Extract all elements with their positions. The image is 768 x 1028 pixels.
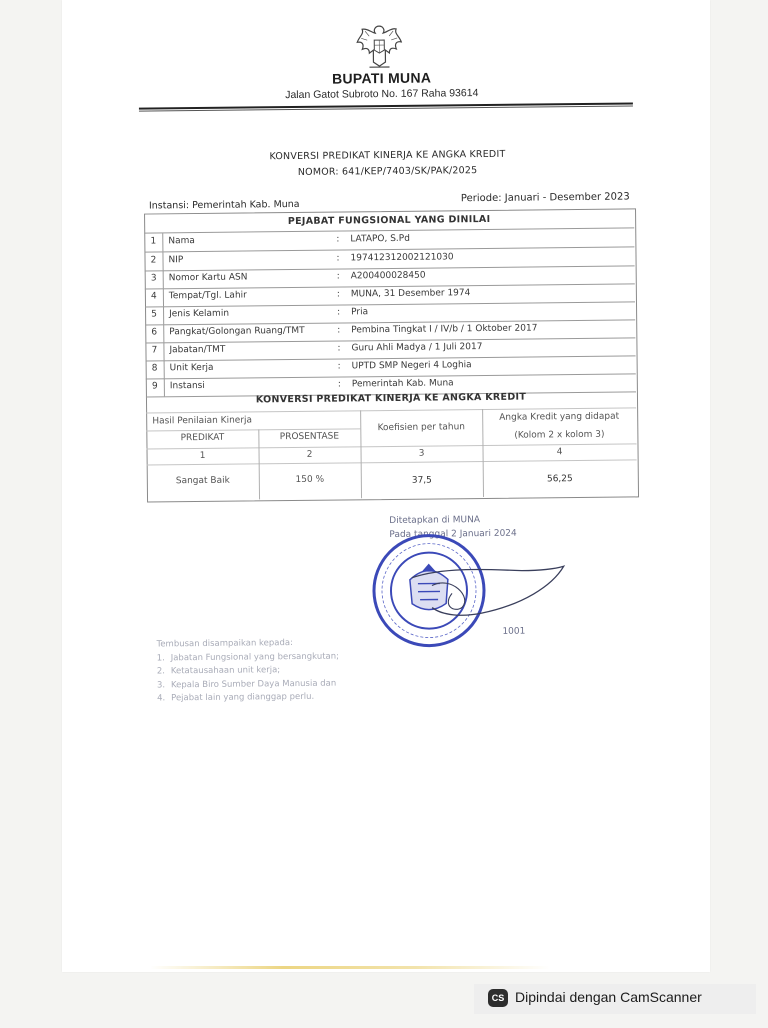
tembusan-block [156,637,339,706]
row-label: NIP [168,255,183,265]
list-item-text: Kepala Biro Sumber Daya Manusia dan [171,678,336,690]
predikat-value: Sangat Baik [147,475,259,486]
row-separator [162,233,163,251]
prosentase-value: 150 % [259,474,361,485]
col-number-1: 1 [147,450,259,461]
row-separator [164,378,165,396]
row-separator [163,270,164,288]
row-value: Pria [351,307,368,317]
document-title: KONVERSI PREDIKAT KINERJA KE ANGKA KREDIT [207,148,567,163]
section-heading-konversi: KONVERSI PREDIKAT KINERJA KE ANGKA KREDIT [146,390,636,406]
garuda-emblem-icon [353,22,406,73]
camscanner-logo-icon: CS [488,989,508,1007]
camscanner-watermark [474,984,756,1014]
row-colon: : [337,272,340,282]
row-separator [163,324,164,342]
tanggal-text: Pada tanggal 2 Januari 2024 [389,529,516,540]
list-item-number: 2. [157,665,171,679]
col-number-4: 4 [483,446,637,458]
header-hasil-penilaian: Hasil Penilaian Kinerja [146,415,258,426]
row-separator [163,288,164,306]
row-label: Instansi [170,381,205,391]
list-item-text: Jabatan Fungsional yang bersangkutan; [171,651,339,663]
row-colon: : [336,235,339,245]
koefisien-value: 37,5 [361,475,483,486]
header-koefisien: Koefisien per tahun [360,422,482,433]
row-colon: : [337,344,340,354]
row-value: A200400028450 [351,271,426,282]
list-item [157,650,339,665]
tembusan-title: Tembusan disampaikan kepada: [156,637,338,652]
row-label: Jenis Kelamin [169,309,229,320]
row-colon: : [338,380,341,390]
row-separator [164,360,165,378]
row-value: Pembina Tingkat I / IV/b / 1 Oktober 2017 [351,323,537,335]
row-value: 197412312002121030 [350,252,453,263]
row-colon: : [337,290,340,300]
row-number: 3 [145,273,163,283]
header-angka-kredit: Angka Kredit yang didapat [482,411,636,423]
letterhead-address: Jalan Gatot Subroto No. 167 Raha 93614 [252,87,512,102]
signature-icon [402,556,573,628]
periode-label: Periode: Januari - Desember 2023 [461,191,630,204]
row-number: 8 [146,363,164,373]
row-label: Nama [168,236,195,246]
row-label: Unit Kerja [170,363,214,373]
row-number: 6 [145,327,163,337]
row-number: 7 [145,345,163,355]
document-number: NOMOR: 641/KEP/7403/SK/PAK/2025 [208,164,568,179]
row-value: MUNA, 31 Desember 1974 [351,288,471,299]
row-colon: : [336,254,339,264]
ditetapkan-text: Ditetapkan di MUNA [389,515,480,526]
list-item-number: 4. [157,692,171,706]
row-value: Pemerintah Kab. Muna [352,378,454,389]
row-value: Guru Ahli Madya / 1 Juli 2017 [351,342,482,353]
row-value: LATAPO, S.Pd [350,234,410,245]
camscanner-text: Dipindai dengan CamScanner [515,989,702,1005]
row-label: Nomor Kartu ASN [169,272,248,283]
list-item [157,691,339,706]
letterhead-title: BUPATI MUNA [277,69,487,87]
header-prosentase: PROSENTASE [258,431,360,442]
section-heading-pejabat: PEJABAT FUNGSIONAL YANG DINILAI [144,212,634,228]
angka-kredit-value: 56,25 [483,473,637,485]
row-separator [163,306,164,324]
list-item-text: Ketatausahaan unit kerja; [171,665,280,676]
col-number-3: 3 [361,448,483,459]
list-item-number: 3. [157,679,171,693]
row-number: 4 [145,291,163,301]
row-number: 2 [144,255,162,265]
header-predikat: PREDIKAT [146,432,258,443]
row-number: 1 [144,236,162,246]
instansi-label: Instansi: Pemerintah Kab. Muna [149,199,300,212]
row-colon: : [338,362,341,372]
row-number: 5 [145,309,163,319]
nip-fragment: 1001 [502,627,525,637]
col-number-2: 2 [259,449,361,460]
row-value: UPTD SMP Negeri 4 Loghia [352,360,472,371]
row-separator [163,342,164,360]
list-item-text: Pejabat lain yang dianggap perlu. [171,692,314,703]
row-number: 9 [146,381,164,391]
scan-artifact-line [150,966,550,969]
row-colon: : [337,308,340,318]
row-label: Pangkat/Golongan Ruang/TMT [169,326,304,337]
header-angka-kredit-formula: (Kolom 2 x kolom 3) [482,429,636,441]
row-label: Jabatan/TMT [169,345,225,356]
row-label: Tempat/Tgl. Lahir [169,290,247,301]
row-separator [162,252,163,270]
row-colon: : [337,326,340,336]
list-item-number: 1. [157,652,171,666]
